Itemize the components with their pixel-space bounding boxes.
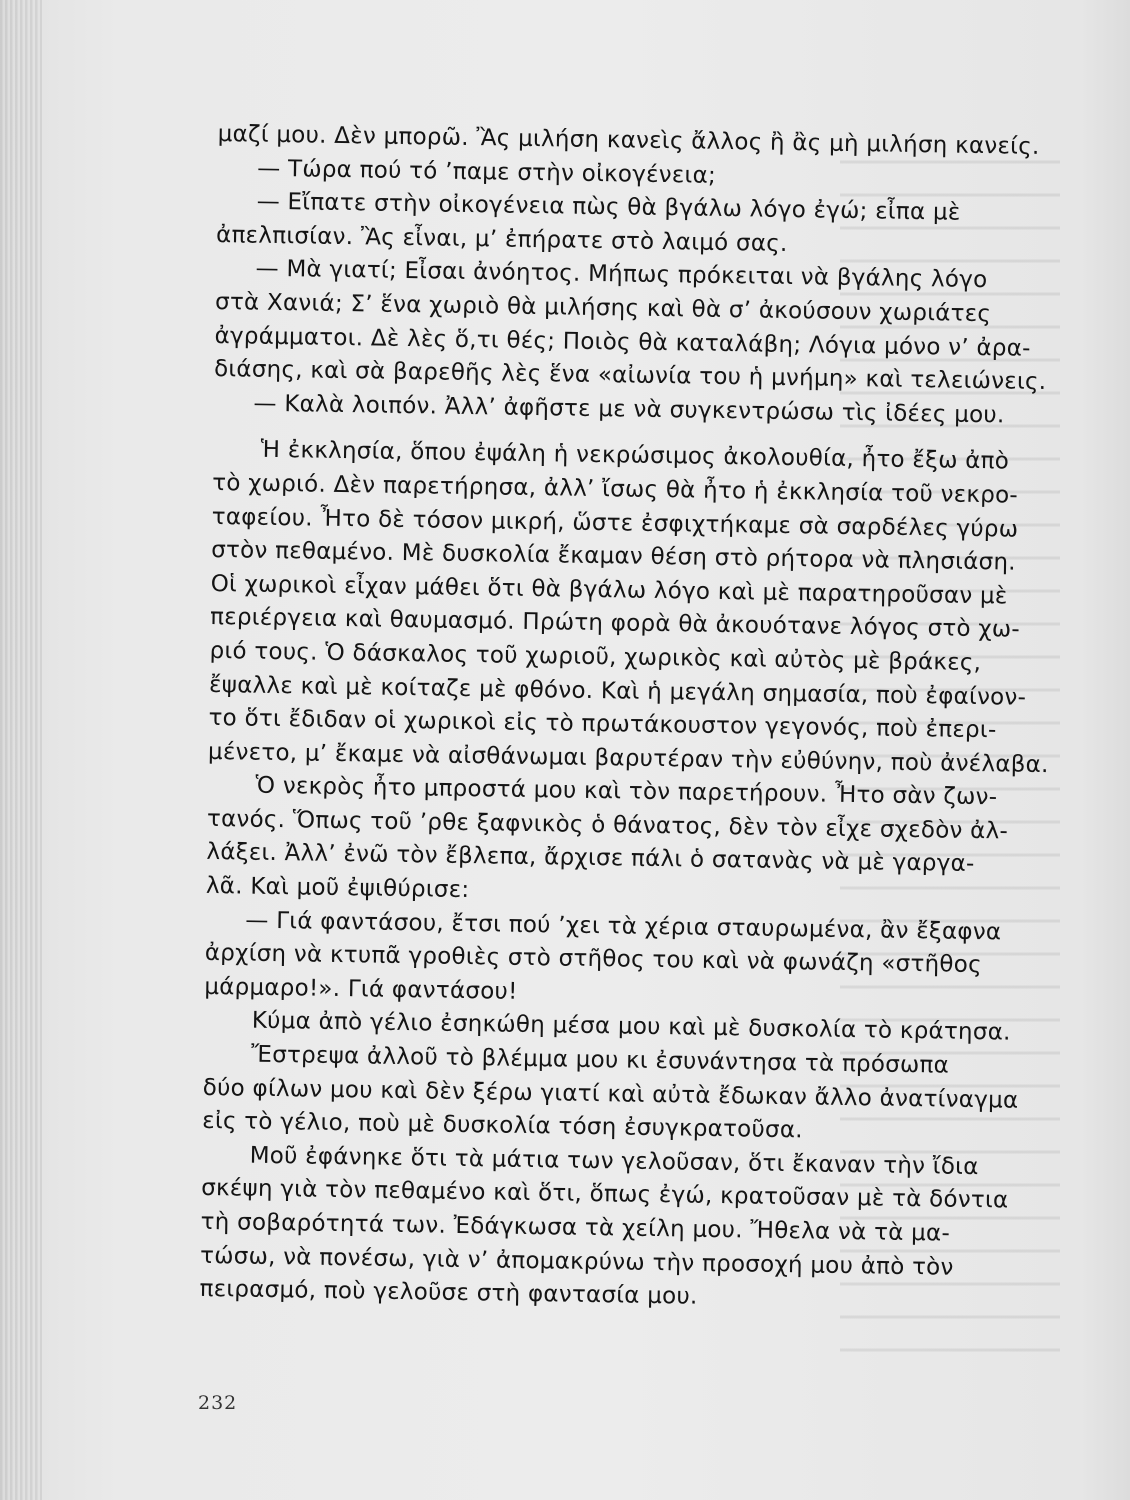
text-line: Ἔστρεψα ἀλλοῦ τὸ βλέμμα μου κι ἐσυνάντησα τὰ πρόσωπα [251, 1041, 950, 1079]
text-line: ριό τους. Ὁ δάσκαλος τοῦ χωριοῦ, χωρικὸς καὶ αὐτὸς μὲ βράκες, [209, 637, 982, 676]
text-line: περιέργεια καὶ θαυμασμό. Πρώτη φορὰ θὰ ἀκουότανε λόγος στὸ χω- [209, 604, 1021, 643]
text-line: — Εἴπατε στὴν οἰκογένεια πὼς θὰ βγάλω λόγο ἐγώ; εἶπα μὲ [256, 188, 961, 226]
text-line: μένετο, μ’ ἔκαμε νὰ αἰσθάνωμαι βαρυτέραν τὴν εὐθύνην, ποὺ ἀνέλαβα. [207, 738, 1049, 778]
text-line: Μοῦ ἐφάνηκε ὅτι τὰ μάτια των γελοῦσαν, ὅτι ἔκαναν τὴν ἴδια [249, 1142, 979, 1180]
text-line: Ὁ νεκρὸς ἦτο μπροστά μου καὶ τὸν παρετήρουν. Ἦτο σὰν ζων- [255, 772, 998, 811]
text-line: πειρασμό, ποὺ γελοῦσε στὴ φαντασία μου. [199, 1276, 698, 1310]
text-line: λᾶ. Καὶ μοῦ ἐψιθύρισε: [205, 872, 470, 904]
text-line: τανός. Ὅπως τοῦ ’ρθε ξαφνικὸς ὁ θάνατος, δὲν τὸν εἶχε σχεδὸν ἀλ- [206, 805, 1009, 845]
text-line: ταφείου. Ἦτο δὲ τόσον μικρή, ὥστε ἐσφιχτήκαμε σὰ σαρδέλες γύρω [211, 503, 1019, 543]
text-line: Ἡ ἐκκλησία, ὅπου ἐψάλη ἡ νεκρώσιμος ἀκολουθία, ἦτο ἔξω ἀπὸ [260, 437, 1010, 475]
text-line: ἀρχίση νὰ κτυπᾶ γροθιὲς στὸ στῆθος του καὶ νὰ φωνάζη «στῆθος [204, 940, 983, 979]
text-line: τὸ χωριό. Δὲν παρετήρησα, ἀλλ’ ἴσως θὰ ἦτο ἡ ἐκκλησία τοῦ νεκρο- [212, 469, 1019, 509]
text-line: ἀπελπισίαν. Ἂς εἶναι, μ’ ἐπήρατε στὸ λαιμό σας. [215, 221, 788, 257]
text-line: τὴ σοβαρότητά των. Ἐδάγκωσα τὰ χείλη μου. Ἤθελα νὰ τὰ μα- [200, 1208, 951, 1247]
text-line: εἰς τὸ γέλιο, ποὺ μὲ δυσκολία τόση ἐσυγκρατοῦσα. [202, 1108, 804, 1144]
text-line: Κύμα ἀπὸ γέλιο ἐσηκώθη μέσα μου καὶ μὲ δυσκολία τὸ κράτησα. [251, 1008, 1011, 1046]
text-line: μαζί μου. Δὲν μπορῶ. Ἂς μιλήση κανεὶς ἄλλος ἢ ἂς μὴ μιλήση κανείς. [217, 120, 1040, 160]
text-line: μάρμαρο!». Γιά φαντάσου! [204, 973, 518, 1005]
text-line: το ὅτι ἔδιδαν οἱ χωρικοὶ εἰς τὸ πρωτάκουστον γεγονός, ποὺ ἐπερι- [208, 705, 997, 744]
page-stack-edge [0, 0, 42, 1500]
text-line: σκέψη γιὰ τὸν πεθαμένο καὶ ὅτι, ὅπως ἐγώ, κρατοῦσαν μὲ τὰ δόντια [200, 1175, 1009, 1214]
text-line: Οἱ χωρικοὶ εἶχαν μάθει ὅτι θὰ βγάλω λόγο καὶ μὲ παρατηροῦσαν μὲ [210, 570, 1008, 610]
text-line: στὸν πεθαμένο. Μὲ δυσκολία ἔκαμαν θέση στὸ ρήτορα νὰ πλησιάση. [211, 537, 1017, 576]
page-number: 232 [198, 1392, 238, 1414]
text-line: ἔψαλλε καὶ μὲ κοίταζε μὲ φθόνο. Καὶ ἡ μεγάλη σημασία, ποὺ ἐφαίνον- [208, 671, 1027, 711]
text-line: — Τώρα πού τό ’παμε στὴν οἰκογένεια; [257, 155, 717, 189]
body-text [199, 118, 1064, 1320]
text-line: ἀγράμματοι. Δὲ λὲς ὅ,τι θές; Ποιὸς θὰ καταλάβη; Λόγια μόνο ν’ ἀρα- [214, 322, 1031, 362]
text-line: — Γιά φαντάσου, ἔτσι πού ’χει τὰ χέρια σταυρωμένα, ἂν ἔξαφνα [245, 907, 1002, 946]
text-line: — Μὰ γιατί; Εἶσαι ἀνόητος. Μήπως πρόκειται νὰ βγάλης λόγο [255, 255, 988, 294]
text-line: δύο φίλων μου καὶ δὲν ξέρω γιατί καὶ αὐτὰ ἔδωκαν ἄλλο ἀνατίναγμα [202, 1074, 1019, 1114]
text-line: στὰ Χανιά; Σ’ ἕνα χωριὸ θὰ μιλήσης καὶ θὰ σ’ ἀκούσουν χωριάτες [214, 288, 992, 328]
text-line: τώσω, νὰ πονέσω, γιὰ ν’ ἀπομακρύνω τὴν προσοχή μου ἀπὸ τὸν [199, 1242, 954, 1281]
text-line: — Καλὰ λοιπόν. Ἀλλ’ ἀφῆστε με νὰ συγκεντρώσω τὶς ἰδέες μου. [253, 390, 1005, 429]
text-line: διάσης, καὶ σὰ βαρεθῆς λὲς ἕνα «αἰωνία του ἡ μνήμη» καὶ τελειώνεις. [213, 356, 1047, 396]
text-line: λάξει. Ἀλλ’ ἐνῶ τὸν ἔβλεπα, ἄρχισε πάλι ὁ σατανὰς νὰ μὲ γαργα- [206, 839, 975, 878]
